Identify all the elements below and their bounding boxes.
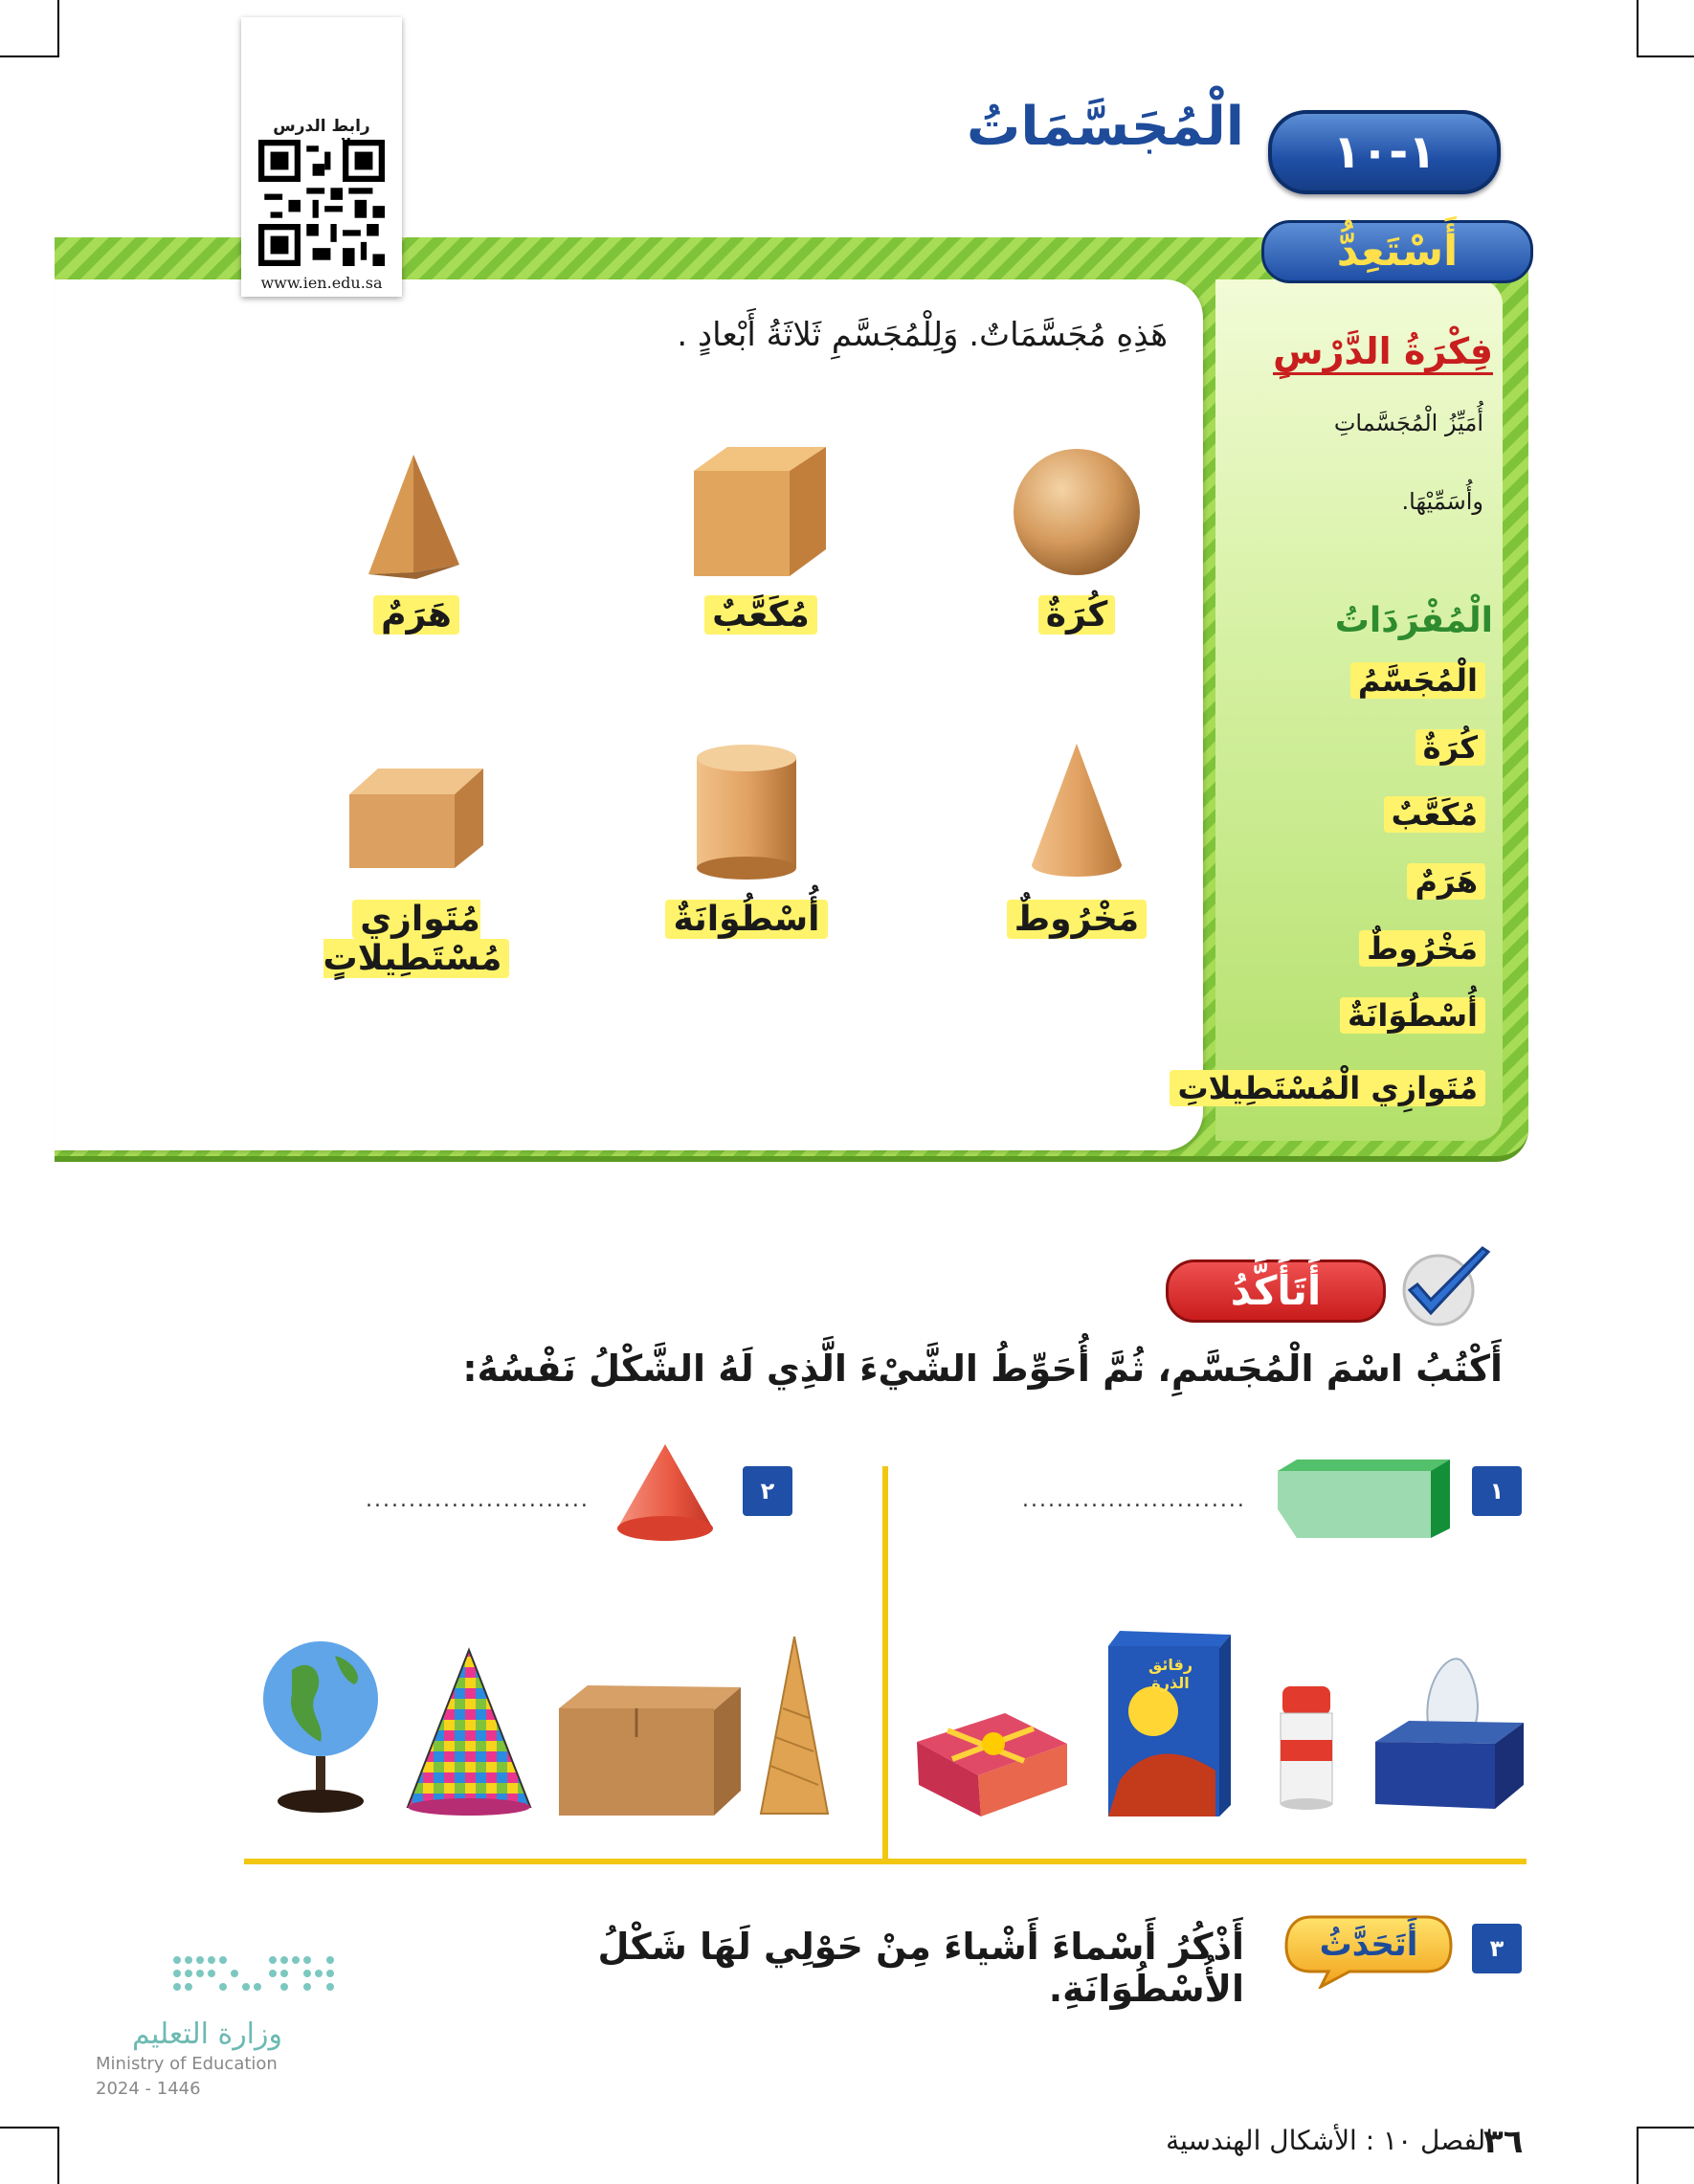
qr-card[interactable] [241,17,402,297]
checkmark-icon [1393,1244,1498,1330]
crop-mark [1637,0,1638,57]
lesson-idea-line: أُمَيِّزُ الْمُجَسَّماتِ [1333,410,1483,436]
tissue-box-image[interactable] [1371,1646,1528,1818]
globe-image[interactable] [258,1627,383,1818]
answer-blank-1[interactable]: .......................... [1022,1488,1246,1512]
column-divider [882,1466,888,1859]
cone-image [1024,739,1129,882]
green-prism-image [1273,1457,1455,1543]
vocabulary-item: مَخْرُوطٌ [1359,930,1485,967]
crop-mark [1638,56,1694,57]
page-number: ٣٦ [1483,2123,1524,2161]
party-hat-image[interactable] [402,1646,536,1818]
lesson-idea-line: وأُسَمِّيْهَا. [1401,488,1483,515]
section-divider [244,1859,1527,1864]
sphere-label: كُرَةٌ [995,595,1158,635]
intro-sentence: هَذِهِ مُجَسَّمَاتٌ. وَلِلْمُجَسَّمِ ثَلاثَةُ أَبْعادٍ . [677,316,1168,354]
talk-label: أَتَحَدَّثُ [1319,1926,1418,1964]
qr-code-icon[interactable] [258,140,385,266]
spray-can-image[interactable] [1273,1684,1340,1818]
lesson-idea-title: فِكْرَةُ الدَّرْسِ [1235,330,1493,372]
practice-instruction: أَكْتُبُ اسْمَ الْمُجَسَّمِ، ثُمَّ أُحَوِّطُ الشَّيْءَ الَّذِي لَهُ الشَّكْلُ نَفْسُهُ: [462,1348,1503,1390]
vocabulary-item: هَرَمٌ [1407,863,1485,900]
prepare-badge: أَسْتَعِدُّ [1261,220,1533,283]
check-badge: أَتَأَكَّدُ [1166,1259,1386,1323]
pyramid-image [364,450,469,584]
vocabulary-item: كُرَةٌ [1415,729,1485,766]
rectangular-prism-label: مُتَوازِي مُسْتَطِيلاتٍ [268,900,565,978]
ministry-logo-icon [167,1950,349,2008]
question-number-1: ١ [1472,1466,1522,1516]
ministry-name-english: Ministry of Education [96,2054,278,2074]
cone-label: مَخْرُوطٌ [986,900,1168,939]
vocabulary-item: أُسْطُوَانَةٌ [1340,997,1485,1034]
crop-mark [0,56,57,57]
vocabulary-title: الْمُفْرَدَاتُ [1334,601,1493,640]
crop-mark [57,2127,59,2184]
lesson-title: الْمُجَسَّمَاتُ [967,96,1244,158]
crop-mark [1638,2127,1694,2128]
red-cone-image [613,1440,718,1546]
crop-mark [1637,2127,1638,2184]
gift-box-image[interactable] [909,1694,1072,1818]
ministry-year: 2024 - 1446 [96,2079,201,2099]
prepare-panel [55,279,1203,1150]
cardboard-box-image[interactable] [553,1680,745,1818]
ice-cream-cone-image[interactable] [756,1632,833,1818]
cylinder-image [689,739,804,882]
lesson-number-badge: ١-١٠ [1268,110,1501,194]
crop-mark [0,2127,57,2128]
vocabulary-item: الْمُجَسَّمُ [1350,662,1485,699]
chapter-label: الفصل ١٠ : الأشكال الهندسية [1166,2125,1493,2156]
vocabulary-item: مُتَوازِي الْمُسْتَطِيلاتِ [1170,1070,1485,1106]
qr-url[interactable]: www.ien.edu.sa [260,274,383,292]
crop-mark [57,0,59,57]
rectangular-prism-image [345,761,488,876]
talk-prompt: أَذْكُرُ أَسْماءَ أَشْياءَ مِنْ حَوْلِي لَهَا شَكْلُ الأُسْطُوَانَةِ. [597,1926,1244,2010]
question-number-3: ٣ [1472,1924,1522,1973]
pyramid-label: هَرَمٌ [335,595,498,635]
vocabulary-item: مُكَعَّبٌ [1384,796,1485,833]
cube-image [684,442,837,586]
cube-label: مُكَعَّبٌ [675,595,847,635]
question-number-2: ٢ [743,1466,792,1516]
ministry-name-arabic: وزارة التعليم [131,2017,282,2051]
sphere-image [1005,440,1148,584]
cylinder-label: أُسْطُوَانَةٌ [660,900,833,939]
answer-blank-2[interactable]: .......................... [366,1488,590,1512]
qr-caption: رابط الدرس [273,117,370,136]
cereal-box-label: رقائق الذرة [1148,1656,1193,1692]
